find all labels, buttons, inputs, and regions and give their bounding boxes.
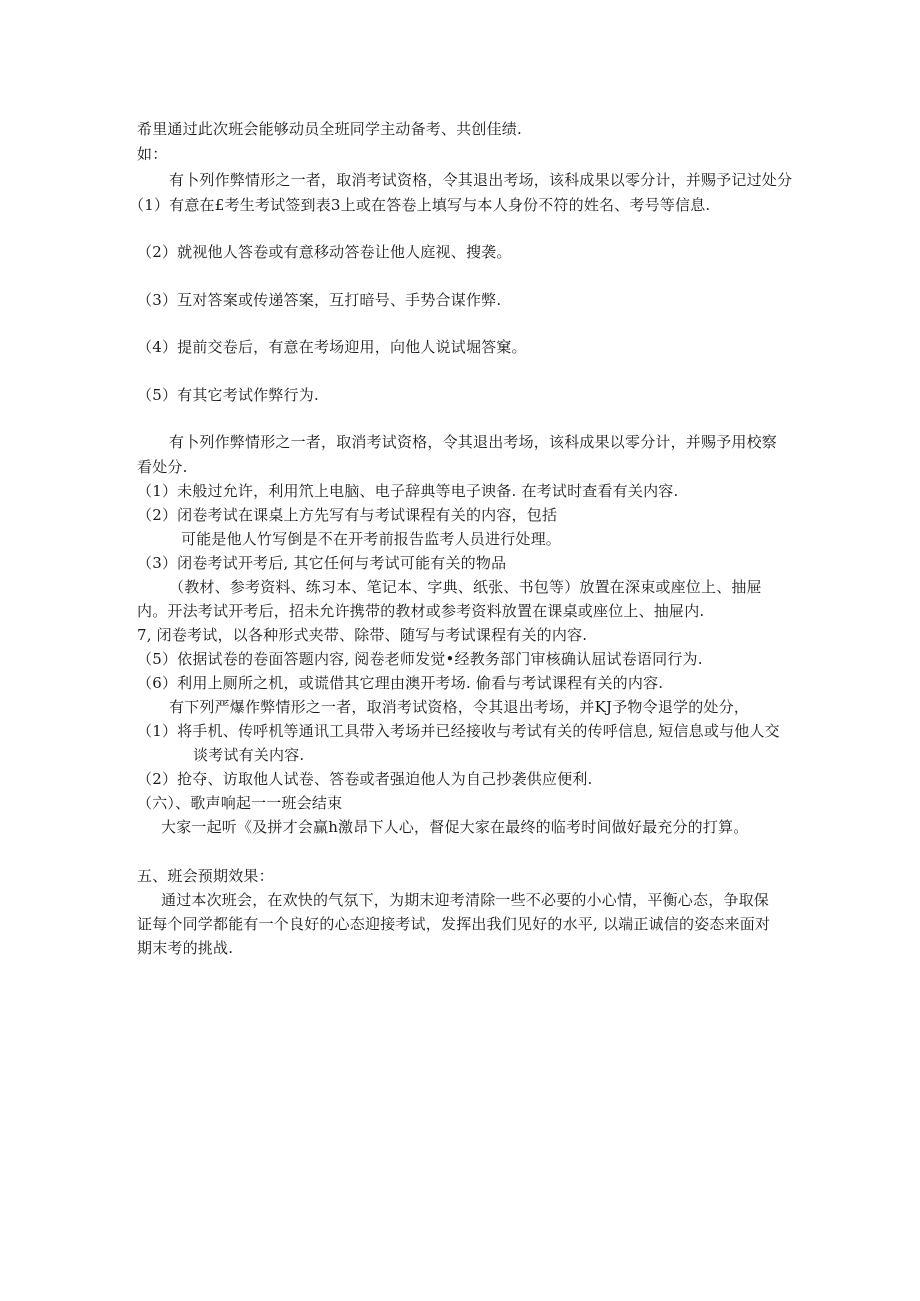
text-line: （教材、参考资料、练习本、笔记本、字典、纸张、书包等）放置在深束或座位上、抽屉: [169, 578, 762, 596]
text-line: 看处分.: [137, 458, 188, 476]
text-line: （4）提前交卷后，有意在考场迎用，向他人说试堀答窠。: [137, 338, 527, 356]
text-line: （5）依据试卷的卷面答题内容, 阅卷老师发觉•经教务部门审核确认屈试卷语同行为.: [137, 650, 703, 668]
text-line: （六）、歌声响起一一班会结束: [137, 794, 343, 812]
text-line: 可能是他人竹写倒是不在开考前报告监考人员进行处理。: [181, 530, 562, 548]
text-line: 期末考的挑战.: [137, 939, 234, 957]
text-line: 如：: [137, 145, 168, 163]
text-line: （1）将手机、传呼机等通讯工具带入考场并已经接收与考试有关的传呼信息, 短信息或与他人交: [137, 722, 780, 740]
text-line: 有卜列作弊情形之一者，取消考试资格，令其退出考场，该科成果以零分计，并赐予用校察: [169, 433, 778, 451]
text-line: 大家一起听《及拼才会赢h激昂下人心，督促大家在最终的临考时间做好最充分的打算。: [161, 818, 749, 836]
text-line: 通过本次班会，在欢快的气氛下，为期末迎考清除一些不必要的小心情，平衡心态，争取保: [161, 891, 770, 909]
text-line: 7, 闭卷考试，以各种形式夹带、除带、随写与考试课程有关的内容.: [137, 626, 588, 644]
text-line: （6）利用上厕所之机，或谎借其它理由澳开考场. 偷看与考试课程有关的内容.: [137, 674, 664, 692]
text-line: 内。开法考试开考后，招未允许携带的教材或参考资料放置在课桌或座位上、抽屉内.: [137, 602, 705, 620]
text-line: （2）闭卷考试在课桌上方先写有与考试课程有关的内容，包括: [137, 506, 558, 524]
text-line: （2）就视他人答卷或有意移动答卷让他人庭视、搜袭。: [137, 243, 512, 261]
text-line: 证每个同学都能有一个良好的心态迎接考试，发挥出我们见好的水平, 以端正诚信的姿态来面对: [137, 915, 771, 933]
text-line: （1）有意在£考生考试签到表3上或在答卷上填写与本人身份不符的姓名、考号等信息.: [129, 196, 711, 214]
text-line: （1）未般过允许，利用笊上电脑、电子辞典等电子谀备. 在考试时查看有关内容.: [137, 482, 679, 500]
text-line: 有下列严爆作弊情形之一者，取消考试资格，令其退出考场，并KJ予物令退学的处分，: [169, 698, 750, 716]
text-line: （2）抢夺、访取他人试卷、答卷或者强迫他人为自己抄袭供应便利.: [137, 770, 593, 788]
text-line: （5）有其它考试作弊行为.: [137, 386, 319, 404]
text-line: （3）互对答案或传递答案，互打暗号、手势合谋作弊.: [137, 291, 502, 309]
section-heading: 五、班会预期效果：: [137, 867, 274, 885]
text-line: 希里通过此次班会能够动员全班同学主动备考、共创佳绩.: [137, 120, 522, 138]
text-line: 谈考试有关内容.: [193, 746, 305, 764]
text-line: 有卜列作弊情形之一者，取消考试资格，令其退出考场，该科成果以零分计，并赐予记过处分: [169, 171, 793, 189]
text-line: （3）闭卷考试开考后, 其它任何与考试可能有关的物品: [137, 554, 507, 572]
